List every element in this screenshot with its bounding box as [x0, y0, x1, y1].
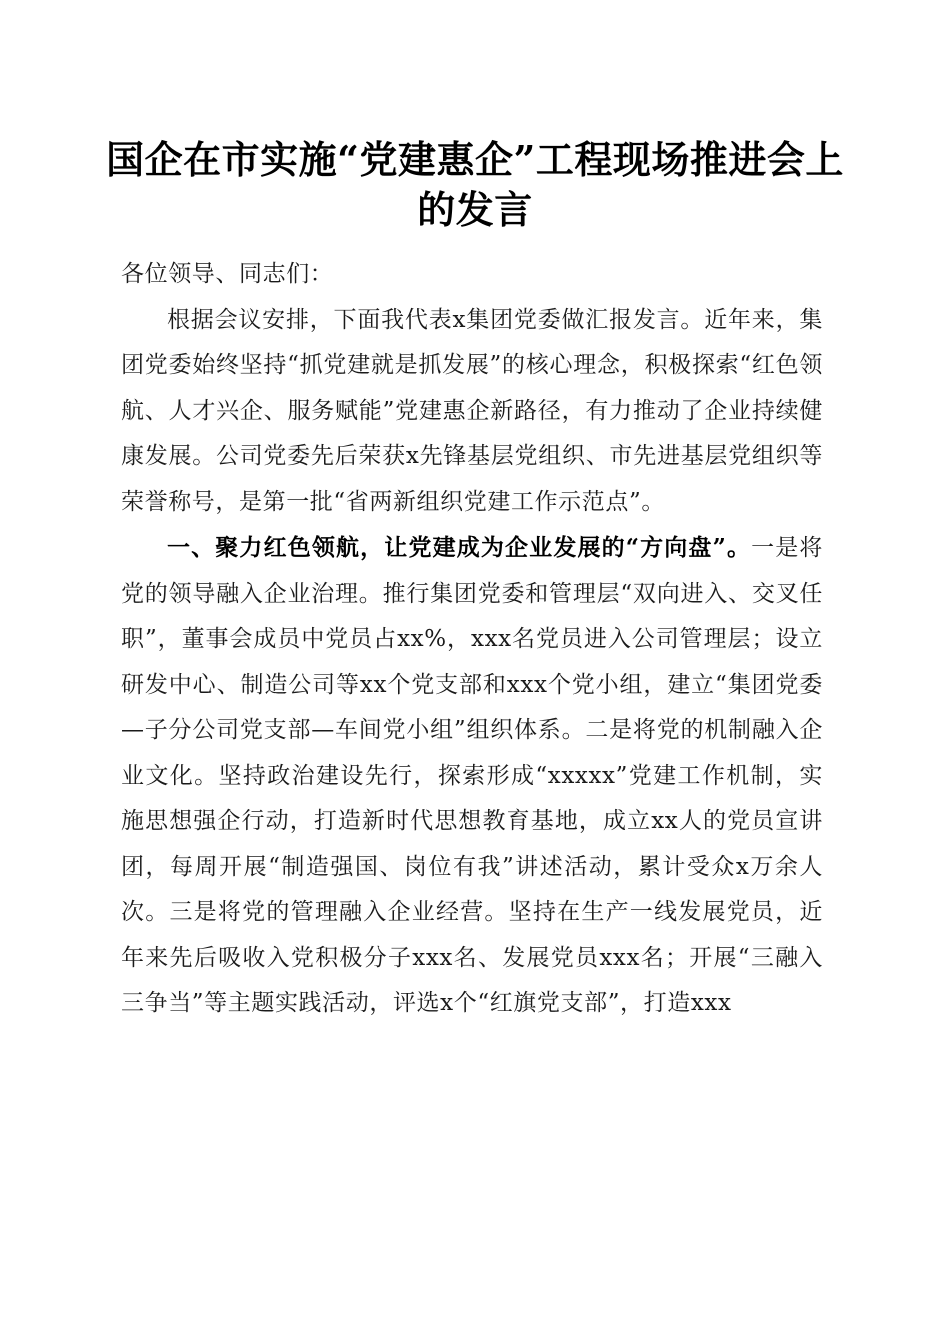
section-1-heading: 一、聚力红色领航，让党建成为企业发展的“方向盘”。: [167, 534, 752, 561]
document-title: 国企在市实施“党建惠企”工程现场推进会上的发言: [106, 137, 844, 232]
section-1-paragraph: [121, 525, 823, 1027]
section-1-body: 一是将党的领导融入企业治理。推行集团党委和管理层“双向进入、交叉任职”，董事会成员中党员占xx%，xxx名党员进入公司管理层；设立研发中心、制造公司等xx个党支部和xxx个党小组，建立“集团党委—子分公司党支部—车间党小组”组织体系。二是将党的机制融入企业文化。坚持政治建设先行，探索形成“xxxxx”党建工作机制，实施思想强企行动，打造新时代思想教育基地，成立xx人的党员宣讲团，每周开展“制造强国、岗位有我”讲述活动，累计受众x万余人次。三是将党的管理融入企业经营。坚持在生产一线发展党员，近年来先后吸收入党积极分子xxx名、发展党员xxx名；开展“三融入三争当”等主题实践活动，评选x个“红旗党支部”，打造xxx: [121, 535, 823, 1016]
document-body: [121, 252, 823, 1027]
salutation: 各位领导、同志们：: [121, 261, 334, 287]
intro-paragraph: 根据会议安排，下面我代表x集团党委做汇报发言。近年来，集团党委始终坚持“抓党建就是抓发展”的核心理念，积极探索“红色领航、人才兴企、服务赋能”党建惠企新路径，有力推动了企业持续健康发展。公司党委先后荣获x先锋基层党组织、市先进基层党组织等荣誉称号，是第一批“省两新组织党建工作示范点”。: [121, 306, 823, 515]
